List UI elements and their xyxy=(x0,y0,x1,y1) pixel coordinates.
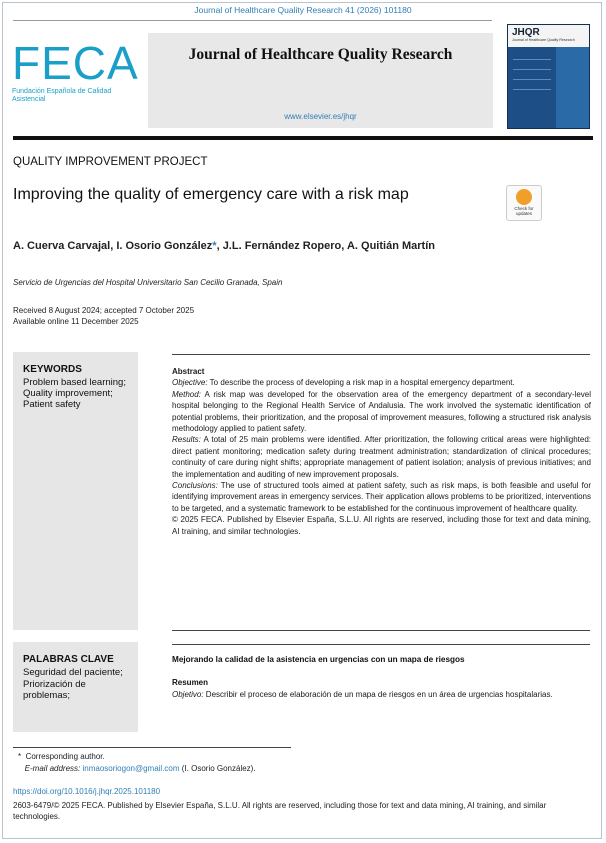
resumen-objetivo: Objetivo: Describir el proceso de elaboración de un mapa de riesgos en un área de urgencias hospitalarias. xyxy=(172,690,553,699)
cover-code: JHQR xyxy=(512,27,540,38)
keywords-list xyxy=(23,377,133,410)
doi-link[interactable]: https://doi.org/10.1016/j.jhqr.2025.101180 xyxy=(13,787,161,796)
cover-line xyxy=(513,59,551,60)
abstract-top-rule xyxy=(172,354,590,355)
abstract-method: Method: A risk map was developed for the observation area of the emergency department of a secondary-level hospital belonging to the Regional Health Service of Andalusia. The work involved the systematic identification of potential problems, their prioritization, and the proposal of improvement measures, following a structured risk analysis methodology applied to patient safety. xyxy=(172,389,591,434)
cover-stripe xyxy=(556,47,589,128)
footnote-rule xyxy=(13,747,291,748)
keyword-item: Problem based learning; xyxy=(23,377,126,388)
keywords-box xyxy=(13,352,138,630)
available-date: Available online 11 December 2025 xyxy=(13,317,139,326)
header-bottom-rule xyxy=(13,136,593,140)
authors-rest: , J.L. Fernández Ropero, A. Quitián Martín xyxy=(216,240,435,252)
abstract-copyright: © 2025 FECA. Published by Elsevier España, S.L.U. All rights are reserved, including those for text and data mining, AI training, and similar technologies. xyxy=(172,515,591,536)
abstract xyxy=(172,366,591,537)
logo-wordmark: FECA xyxy=(12,37,139,89)
abstract-bottom-rule xyxy=(172,630,590,631)
header-top-rule xyxy=(13,20,492,21)
keywords-heading: KEYWORDS xyxy=(23,364,82,375)
palabras-clave-box xyxy=(13,642,138,732)
journal-title-band xyxy=(148,33,493,128)
authors-main: A. Cuerva Carvajal, I. Osorio González xyxy=(13,240,213,252)
received-date: Received 8 August 2024; accepted 7 October 2025 xyxy=(13,306,195,315)
palabras-clave-list xyxy=(23,667,133,702)
article-title: Improving the quality of emergency care with a risk map xyxy=(13,186,409,203)
journal-reference[interactable]: Journal of Healthcare Quality Research 41 (2026) 101180 xyxy=(194,5,412,15)
check-updates-label: Check for updates xyxy=(514,206,534,216)
cover-line xyxy=(513,89,551,90)
email-link[interactable]: inmaosoriogon@gmail.com xyxy=(82,764,180,773)
author-list xyxy=(13,240,435,252)
journal-cover-thumbnail[interactable] xyxy=(507,24,590,129)
section-label: QUALITY IMPROVEMENT PROJECT xyxy=(13,156,208,168)
palabra-clave-item: Seguridad del paciente; xyxy=(23,667,123,678)
keyword-item: Quality improvement; xyxy=(23,388,113,399)
feca-logo xyxy=(12,37,142,104)
cover-line xyxy=(513,69,551,70)
corresponding-note: * Corresponding author. xyxy=(18,752,105,761)
corresponding-author-link[interactable]: * xyxy=(212,240,217,252)
logo-subtitle: Fundación Española de Calidad Asistencial xyxy=(12,88,112,103)
resumen-heading: Resumen xyxy=(172,678,209,687)
resumen-top-rule xyxy=(172,644,590,645)
palabra-clave-item: Priorización de problemas; xyxy=(23,678,86,701)
abstract-objective: Objective: To describe the process of developing a risk map in a hospital emergency department. xyxy=(172,378,515,388)
abstract-heading: Abstract xyxy=(172,367,205,376)
palabras-clave-heading: PALABRAS CLAVE xyxy=(23,654,114,665)
check-for-updates-button[interactable] xyxy=(506,185,542,221)
journal-title: Journal of Healthcare Quality Research xyxy=(188,46,453,63)
abstract-results: Results: A total of 25 main problems were identified. After prioritization, the following critical areas were highlighted: direct patient monitoring; medication safety during treatment administration; standardization of clinical procedures; continuity of care during night shifts; appropriate management of patient isolation; analysis of previous initiatives; and the implementation and auditing of new improvement proposals. xyxy=(172,435,591,479)
cover-subtitle: Journal of Healthcare Quality Research xyxy=(512,38,575,42)
email-line: E-mail address: inmaosoriogon@gmail.com (I. Osorio González). xyxy=(24,764,256,773)
footer-copyright: 2603-6479/© 2025 FECA. Published by Elsevier España, S.L.U. All rights are reserved, including those for text and data mining, AI training, and similar technologies. xyxy=(13,801,547,821)
cover-line xyxy=(513,79,551,80)
check-updates-icon xyxy=(516,189,532,205)
footnote xyxy=(18,751,256,775)
abstract-conclusions: Conclusions: The use of structured tools aimed at patient safety, such as risk maps, is both feasible and useful for identifying improvement areas in emergency services. Their application allows problems to be prioritized, interventions to be targeted, and a systematic framework to be established for the continuous improvement of healthcare quality. xyxy=(172,481,591,513)
spanish-title: Mejorando la calidad de la asistencia en urgencias con un mapa de riesgos xyxy=(172,655,465,664)
affiliation: Servicio de Urgencias del Hospital Universitario San Cecilio Granada, Spain xyxy=(13,278,283,287)
article-dates xyxy=(13,305,194,327)
keyword-item: Patient safety xyxy=(23,399,81,410)
journal-url-link[interactable]: www.elsevier.es/jhqr xyxy=(284,112,357,121)
